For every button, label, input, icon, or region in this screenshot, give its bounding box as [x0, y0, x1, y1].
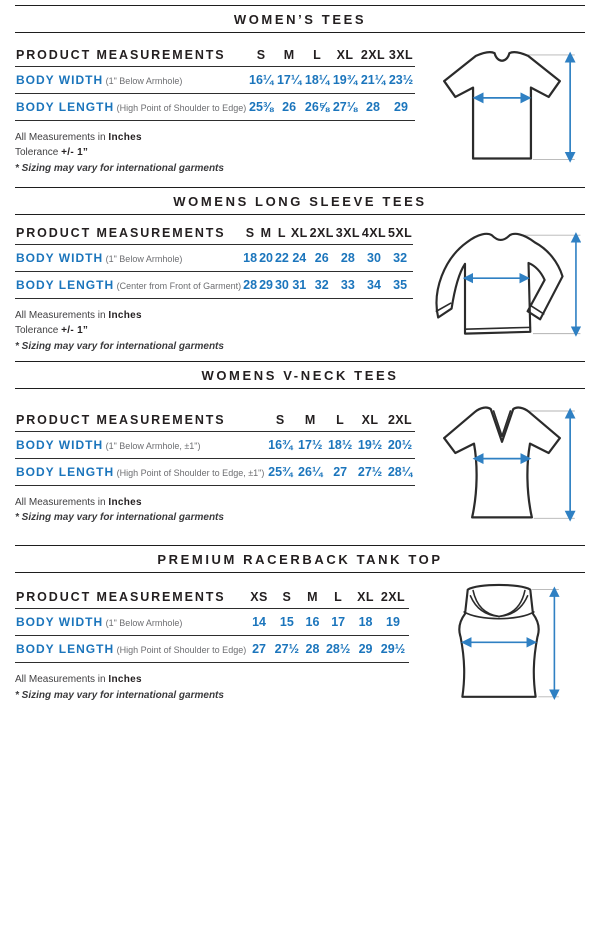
section-womens-v-neck-tees	[0, 361, 600, 545]
table-header-row	[15, 222, 413, 245]
v-neck-tee-drawing	[422, 397, 582, 537]
measurement-value: 23½	[387, 66, 415, 93]
tee-outline	[444, 408, 560, 518]
measurement-value: 28	[359, 93, 387, 120]
size-column-header: XL	[354, 586, 377, 609]
measurement-row	[15, 636, 409, 663]
tee-outline	[437, 234, 563, 334]
section-title: WOMEN’S TEES	[233, 12, 367, 27]
measurement-value: 29	[354, 636, 377, 663]
v-neck-tee-illustration	[419, 397, 585, 537]
footnote	[15, 510, 415, 526]
measurement-value: 27½	[355, 458, 385, 485]
measurement-value: 29½	[377, 636, 409, 663]
measurement-value: 16	[303, 609, 322, 636]
footnote-bold-text: +/- 1”	[61, 147, 89, 159]
measurement-row	[15, 431, 415, 458]
section-header	[15, 361, 585, 389]
footnote-bold-text: +/- 1”	[61, 325, 89, 337]
footnote	[15, 130, 415, 146]
measurement-value: 26	[275, 93, 303, 120]
measurement-value: 29	[387, 93, 415, 120]
table-block	[15, 586, 409, 703]
measurement-value: 17¼	[275, 66, 303, 93]
measurement-value: 27⅛	[331, 93, 359, 120]
size-column-header: 2XL	[377, 586, 409, 609]
measurements-table	[15, 222, 413, 299]
row-label: BODY LENGTH	[16, 642, 115, 656]
footnote-text: All Measurements in	[15, 309, 109, 321]
footnote-text: Tolerance	[15, 147, 62, 159]
measurement-value: 25¾	[265, 458, 295, 485]
measurement-value: 30	[274, 271, 290, 298]
footnotes	[15, 672, 409, 703]
measurement-row	[15, 66, 415, 93]
footnote	[15, 339, 409, 355]
product-measurements-label: PRODUCT MEASUREMENTS	[15, 44, 247, 67]
measurements-table-wrap	[15, 222, 413, 299]
measurement-value: 19	[377, 609, 409, 636]
row-label: BODY LENGTH	[16, 99, 115, 114]
measurement-value: 15	[271, 609, 303, 636]
section-body	[0, 389, 600, 545]
size-column-header: 4XL	[361, 222, 387, 245]
measurement-value: 26	[309, 244, 335, 271]
measurement-value: 22	[274, 244, 290, 271]
footnote	[15, 495, 415, 511]
footnote-text: All Measurements in	[15, 131, 109, 143]
row-note: (1" Below Armhole)	[103, 75, 183, 86]
footnote	[15, 688, 409, 704]
tee-outline	[444, 52, 560, 158]
measurement-value: 28	[242, 271, 258, 298]
racerback-tank-illustration	[413, 578, 585, 712]
tank-outline	[459, 584, 538, 696]
section-title: WOMENS LONG SLEEVE TEES	[173, 194, 427, 209]
size-column-header: M	[275, 44, 303, 67]
size-column-header: L	[322, 586, 354, 609]
table-block	[15, 409, 415, 526]
footnotes	[15, 495, 415, 526]
racerback-tank-drawing	[432, 578, 566, 712]
size-column-header: S	[271, 586, 303, 609]
section-body	[0, 215, 600, 361]
measurement-value: 19½	[355, 431, 385, 458]
row-note: (High Point of Shoulder to Edge, ±1")	[114, 467, 265, 478]
row-label: BODY LENGTH	[16, 277, 115, 292]
table-header-row	[15, 586, 409, 609]
measurement-value: 26⅝	[303, 93, 331, 120]
section-title: PREMIUM RACERBACK TANK TOP	[157, 552, 443, 567]
measurement-row	[15, 93, 415, 120]
measurement-value: 34	[361, 271, 387, 298]
footnote-bold-text: Inches	[108, 674, 142, 685]
size-column-header: M	[295, 409, 325, 432]
measurement-value: 29	[258, 271, 274, 298]
table-header-row	[15, 44, 415, 67]
size-column-header: XL	[290, 222, 309, 245]
footnotes	[15, 308, 409, 355]
measurement-value: 26¼	[295, 458, 325, 485]
footnote-text: * Sizing may vary for international garments	[15, 512, 224, 523]
table-block	[15, 222, 413, 355]
size-column-header: 3XL	[387, 44, 415, 67]
row-label: BODY WIDTH	[16, 72, 104, 87]
measurement-row	[15, 244, 413, 271]
section-body	[0, 573, 600, 716]
measurements-table	[15, 44, 415, 121]
footnote-text: Tolerance	[15, 325, 62, 337]
section-header	[15, 187, 585, 215]
measurement-value: 17½	[295, 431, 325, 458]
footnote-bold-text: Inches	[108, 131, 142, 143]
measurement-value: 20½	[385, 431, 415, 458]
measurement-value: 27	[325, 458, 355, 485]
footnote	[15, 323, 409, 339]
footnote-text: * Sizing may vary for international garments	[15, 340, 224, 352]
size-column-header: L	[303, 44, 331, 67]
table-header-row	[15, 409, 415, 432]
measurement-value: 18	[354, 609, 377, 636]
size-column-header: XL	[331, 44, 359, 67]
measurements-table	[15, 409, 415, 486]
measurement-row	[15, 609, 409, 636]
size-column-header: XL	[355, 409, 385, 432]
measurement-value: 14	[247, 609, 271, 636]
size-column-header: L	[325, 409, 355, 432]
size-column-header: M	[303, 586, 322, 609]
measurement-value: 32	[309, 271, 335, 298]
short-sleeve-tee-drawing	[422, 40, 582, 180]
footnote	[15, 145, 415, 161]
row-label: BODY WIDTH	[16, 250, 104, 265]
size-column-header: S	[247, 44, 275, 67]
measurement-value: 24	[290, 244, 309, 271]
row-note: (Center from Front of Garment)	[114, 280, 242, 291]
section-title: WOMENS V-NECK TEES	[201, 368, 399, 383]
measurement-value: 28½	[322, 636, 354, 663]
size-column-header: 2XL	[385, 409, 415, 432]
row-label: BODY LENGTH	[16, 464, 115, 479]
row-note: (1" Below Armhole, ±1")	[103, 440, 201, 451]
measurement-value: 28	[335, 244, 361, 271]
size-column-header: XS	[247, 586, 271, 609]
measurement-value: 35	[387, 271, 413, 298]
measurement-value: 25⅜	[247, 93, 275, 120]
measurement-value: 30	[361, 244, 387, 271]
measurements-table	[15, 586, 409, 663]
section-header	[15, 5, 585, 33]
section-header	[15, 545, 585, 573]
measurement-value: 18	[242, 244, 258, 271]
measurements-table-wrap	[15, 409, 415, 486]
size-column-header: L	[274, 222, 290, 245]
measurement-row	[15, 271, 413, 298]
measurement-value: 18½	[325, 431, 355, 458]
product-measurements-label: PRODUCT MEASUREMENTS	[15, 586, 247, 609]
section-womens-long-sleeve-tees	[0, 187, 600, 361]
measurements-table-wrap	[15, 586, 409, 663]
product-measurements-label: PRODUCT MEASUREMENTS	[15, 222, 242, 245]
product-measurements-label: PRODUCT MEASUREMENTS	[15, 409, 265, 432]
section-body	[0, 33, 600, 187]
measurement-value: 28	[303, 636, 322, 663]
footnote	[15, 161, 415, 177]
footnote-bold-text: Inches	[108, 309, 142, 321]
long-sleeve-tee-drawing	[414, 220, 584, 356]
measurement-value: 19¾	[331, 66, 359, 93]
footnote	[15, 672, 409, 688]
table-block	[15, 44, 415, 177]
footnotes	[15, 130, 415, 177]
row-note: (1" Below Armhole)	[103, 253, 183, 264]
row-note: (1" Below Armhole)	[103, 618, 183, 628]
footnote-text: All Measurements in	[15, 674, 109, 685]
measurement-value: 31	[290, 271, 309, 298]
footnote	[15, 308, 409, 324]
size-column-header: M	[258, 222, 274, 245]
measurement-value: 17	[322, 609, 354, 636]
size-column-header: S	[242, 222, 258, 245]
measurement-value: 21¼	[359, 66, 387, 93]
short-sleeve-tee-illustration	[419, 40, 585, 180]
row-label: BODY WIDTH	[16, 615, 104, 629]
footnote-text: All Measurements in	[15, 496, 109, 508]
measurement-value: 27½	[271, 636, 303, 663]
row-note: (High Point of Shoulder to Edge)	[114, 645, 247, 655]
measurement-value: 16¼	[247, 66, 275, 93]
section-premium-racerback-tank-top	[0, 545, 600, 716]
section-womens-tees	[0, 5, 600, 187]
size-column-header: 3XL	[335, 222, 361, 245]
footnote-bold-text: Inches	[108, 496, 142, 508]
measurement-value: 32	[387, 244, 413, 271]
size-column-header: 2XL	[309, 222, 335, 245]
measurement-value: 20	[258, 244, 274, 271]
measurements-table-wrap	[15, 44, 415, 121]
long-sleeve-tee-illustration	[413, 220, 585, 356]
measurement-value: 27	[247, 636, 271, 663]
size-column-header: 2XL	[359, 44, 387, 67]
measurement-row	[15, 458, 415, 485]
footnote-text: * Sizing may vary for international garments	[15, 689, 224, 701]
row-label: BODY WIDTH	[16, 437, 104, 452]
footnote-text: * Sizing may vary for international garments	[15, 162, 224, 174]
size-column-header: 5XL	[387, 222, 413, 245]
measurement-value: 28¼	[385, 458, 415, 485]
measurement-value: 18¼	[303, 66, 331, 93]
measurement-value: 16¾	[265, 431, 295, 458]
size-column-header: S	[265, 409, 295, 432]
measurement-value: 33	[335, 271, 361, 298]
row-note: (High Point of Shoulder to Edge)	[114, 102, 247, 113]
